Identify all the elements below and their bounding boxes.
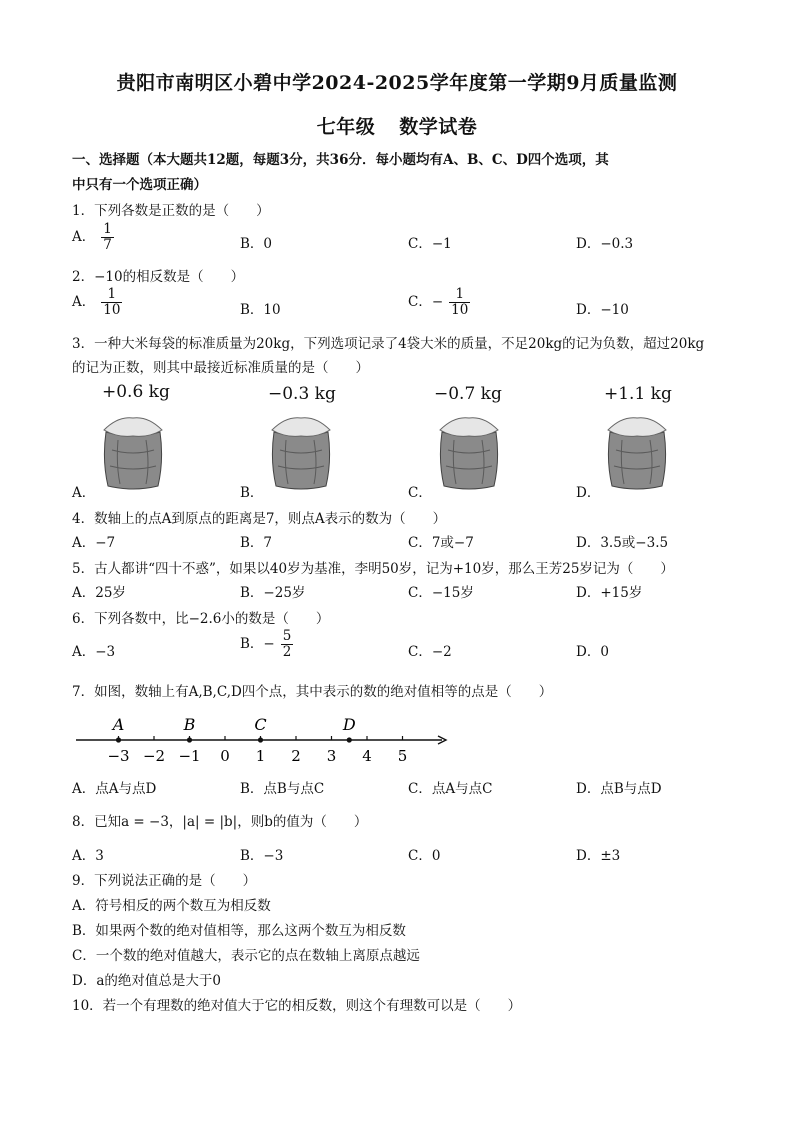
q2-option-c-label: C．−: [408, 293, 444, 310]
number-line-point: [347, 737, 352, 742]
question-6-stem: 6．下列各数中，比−2.6小的数是（ ）: [72, 611, 330, 627]
number-line-point-label: C: [254, 715, 267, 734]
number-line-point-label: A: [112, 715, 125, 734]
q2-option-d: D．−10: [576, 302, 629, 318]
subject-label: 数学试卷: [399, 116, 478, 138]
number-line-point: [187, 737, 192, 742]
grade-label: 七年级: [316, 116, 376, 138]
fraction: [281, 629, 294, 660]
question-3-stem-2: 的记为正数，则其中最接近标准质量的是（ ）: [72, 360, 369, 376]
number-line-tick-label: 5: [397, 747, 408, 765]
fraction-numerator: 1: [103, 221, 112, 237]
number-line-tick-label: 3: [326, 747, 337, 765]
bag-c-weight: −0.7 kg: [434, 384, 502, 404]
exam-subtitle: [0, 112, 794, 139]
section-heading-cont: 中只有一个选项正确）: [72, 177, 207, 193]
q5-option-b: B．−25岁: [240, 585, 306, 601]
rice-bag-image: [266, 410, 336, 492]
fraction: [101, 222, 114, 253]
number-line-figure: [70, 710, 450, 772]
q8-option-c: C．0: [408, 848, 441, 864]
q1-option-d: D．−0.3: [576, 236, 634, 252]
number-line-tick-label: 1: [255, 747, 266, 765]
q8-option-d: D．±3: [576, 848, 621, 864]
q7-option-d: D．点B与点D: [576, 781, 662, 797]
q7-option-b: B．点B与点C: [240, 781, 325, 797]
q9-option-a: A．符号相反的两个数互为相反数: [72, 898, 271, 914]
q4-option-d: D．3.5或−3.5: [576, 535, 669, 551]
question-3-stem-1: 3．一种大米每袋的标准质量为20kg，下列选项记录了4袋大米的质量，不足20kg的记为负数，超过20kg: [72, 336, 705, 352]
q7-option-c: C．点A与点C: [408, 781, 493, 797]
fraction-denominator: 2: [282, 643, 292, 660]
q6-option-a: A．−3: [72, 644, 116, 660]
fraction: [101, 287, 122, 318]
q3-option-c: C．: [408, 485, 432, 501]
rice-bag-image: [98, 410, 168, 492]
fraction-numerator: 1: [101, 287, 122, 303]
q3-option-a: A．: [72, 485, 96, 501]
fraction: [449, 287, 470, 318]
q5-option-d: D．+15岁: [576, 585, 643, 601]
question-9-stem: 9．下列说法正确的是（ ）: [72, 873, 257, 889]
q6-option-b-label: B．−: [240, 635, 275, 652]
q2-option-c: [408, 287, 470, 318]
number-line-tick-label: 4: [362, 747, 372, 765]
q9-option-c: C．一个数的绝对值越大，表示它的点在数轴上离原点越远: [72, 948, 420, 964]
question-4-stem: 4．数轴上的点A到原点的距离是7，则点A表示的数为（ ）: [72, 511, 447, 527]
bag-b-weight: −0.3 kg: [268, 384, 336, 404]
q2-option-a-label: A．: [72, 293, 96, 310]
q9-option-d: D．a的绝对值总是大于0: [72, 973, 221, 989]
q1-option-b: B．0: [240, 236, 273, 252]
q4-option-a: A．−7: [72, 535, 116, 551]
q1-option-a-label: A．: [72, 228, 96, 245]
number-line-point-label: B: [183, 715, 196, 734]
q3-option-d: D．: [576, 485, 601, 501]
fraction-denominator: 10: [451, 301, 469, 318]
bag-d-weight: +1.1 kg: [604, 384, 672, 404]
q1-option-a: [72, 222, 114, 253]
q2-option-b: B．10: [240, 302, 281, 318]
bag-a-weight: +0.6 kg: [102, 382, 170, 402]
q8-option-b: B．−3: [240, 848, 284, 864]
number-line-point-label: D: [342, 715, 356, 734]
q5-option-c: C．−15岁: [408, 585, 474, 601]
q1-option-c: C．−1: [408, 236, 452, 252]
q8-option-a: A．3: [72, 848, 104, 864]
question-10-stem: 10．若一个有理数的绝对值大于它的相反数，则这个有理数可以是（ ）: [72, 998, 522, 1014]
q6-option-b: [240, 629, 293, 660]
fraction-denominator: 10: [103, 301, 121, 318]
question-7-stem: 7．如图，数轴上有A,B,C,D四个点，其中表示的数的绝对值相等的点是（ ）: [72, 684, 553, 700]
fraction-numerator: 1: [449, 287, 470, 303]
section-heading: 一、选择题（本大题共12题，每题3分，共36分．每小题均有A、B、C、D四个选项，其: [72, 152, 609, 168]
fraction-denominator: 7: [103, 236, 112, 253]
number-line-tick-label: −1: [178, 747, 201, 765]
question-2-stem: 2．−10的相反数是（ ）: [72, 269, 245, 285]
question-5-stem: 5．古人都讲“四十不惑”，如果以40岁为基准，李明50岁，记为+10岁，那么王芳25岁记为（ ）: [72, 561, 674, 577]
q5-option-a: A．25岁: [72, 585, 126, 601]
number-line-point: [116, 737, 121, 742]
q4-option-c: C．7或−7: [408, 535, 474, 551]
q9-option-b: B．如果两个数的绝对值相等，那么这两个数互为相反数: [72, 923, 406, 939]
exam-title: 贵阳市南明区小碧中学2024-2025学年度第一学期9月质量监测: [116, 72, 678, 94]
fraction-numerator: 5: [282, 628, 292, 644]
number-line-tick-label: 2: [291, 747, 301, 765]
number-line-tick-label: 0: [220, 747, 230, 765]
rice-bag-image: [434, 410, 504, 492]
q3-option-b: B．: [240, 485, 264, 501]
q6-option-d: D．0: [576, 644, 609, 660]
rice-bag-image: [602, 410, 672, 492]
q6-option-c: C．−2: [408, 644, 452, 660]
number-line-tick-label: −2: [142, 747, 166, 765]
q7-option-a: A．点A与点D: [72, 781, 157, 797]
q2-option-a: [72, 287, 122, 318]
question-8-stem: 8．已知a = −3，|a| = |b|，则b的值为（ ）: [72, 814, 368, 830]
number-line-point: [258, 737, 263, 742]
question-1-stem: 1．下列各数是正数的是（ ）: [72, 203, 270, 219]
number-line-tick-label: −3: [107, 747, 130, 765]
q4-option-b: B．7: [240, 535, 273, 551]
